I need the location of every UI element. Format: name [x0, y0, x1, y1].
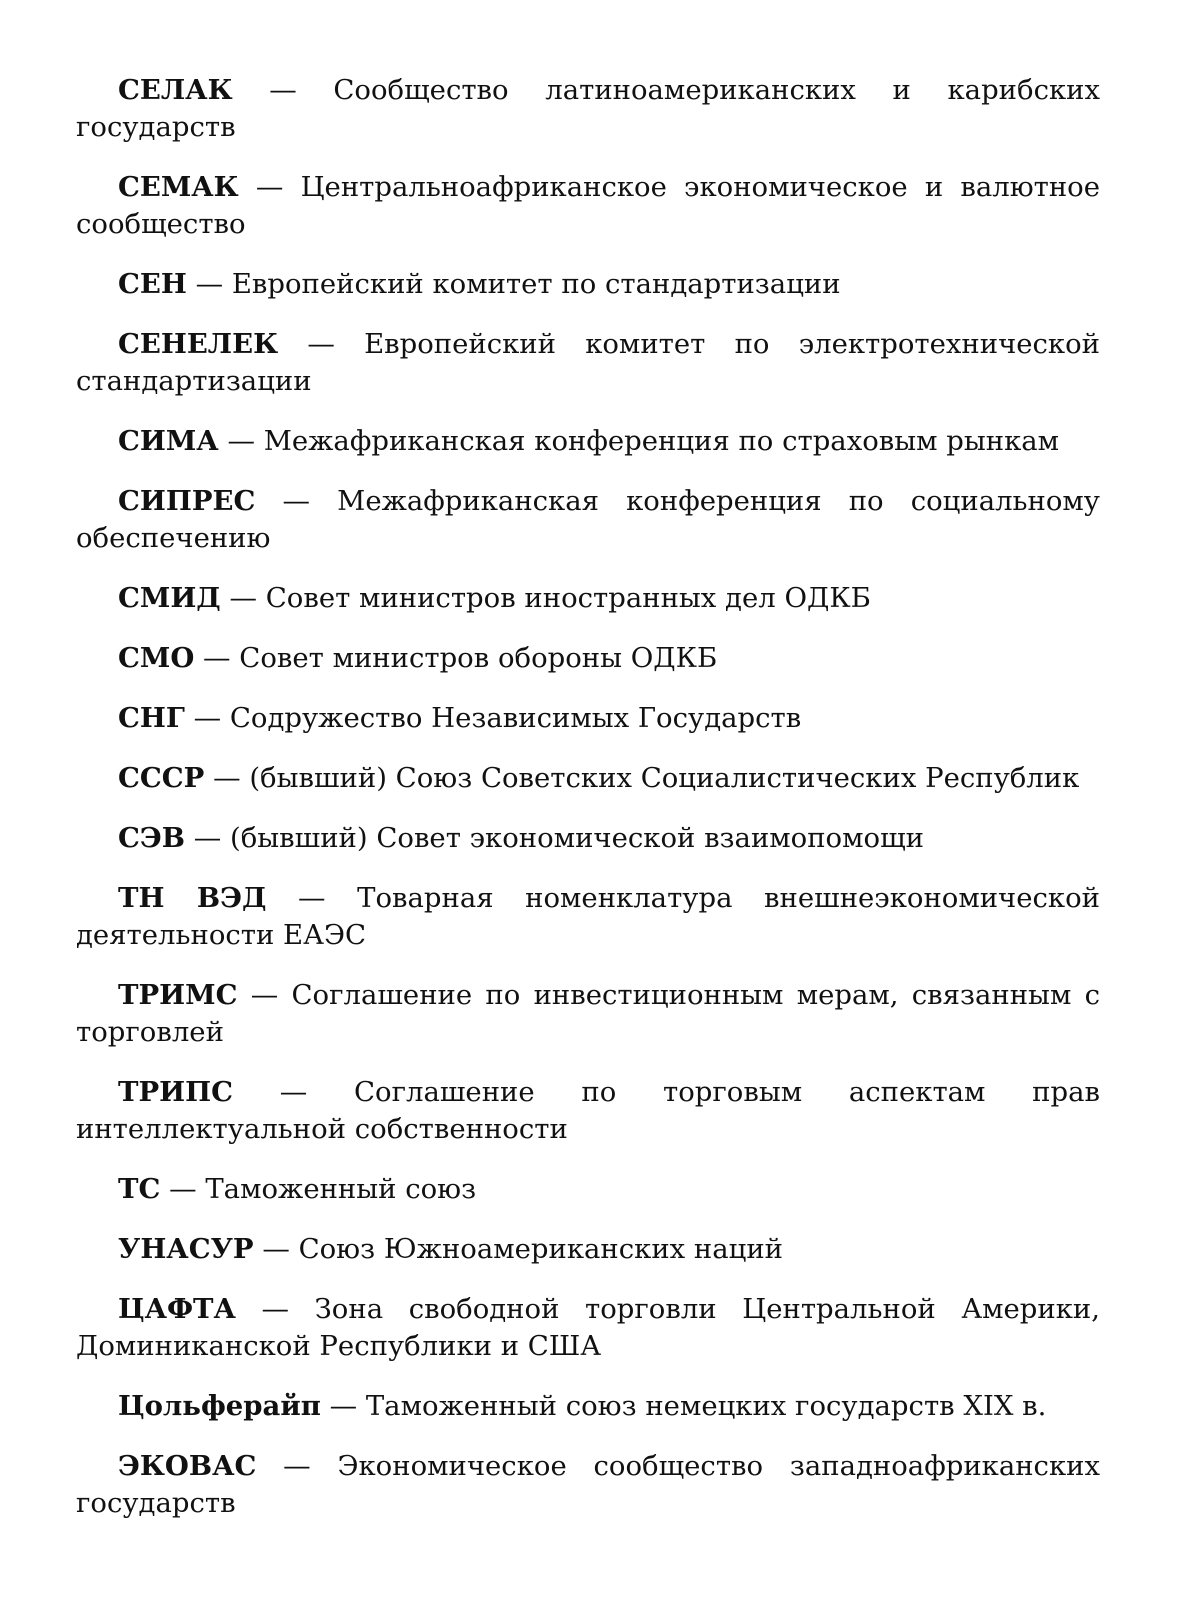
entry-definition: Союз Южноамериканских наций: [298, 1233, 783, 1265]
glossary-entry: [76, 1074, 1100, 1148]
entry-separator: —: [237, 979, 292, 1011]
entry-separator: —: [232, 1076, 354, 1108]
entry-separator: —: [235, 1293, 315, 1325]
entry-definition: Товарная номенклатура внешнеэкономической деятельности ЕАЭС: [76, 882, 1100, 951]
entry-abbreviation: ЦАФТА: [118, 1293, 236, 1325]
glossary-entry: [76, 72, 1100, 146]
glossary-entry: [76, 1231, 1100, 1268]
entry-definition: Совет министров обороны ОДКБ: [239, 642, 718, 674]
glossary-entry: [76, 977, 1100, 1051]
glossary-entry: [76, 640, 1100, 677]
entry-abbreviation: СЭВ: [118, 822, 186, 854]
entry-separator: —: [204, 762, 250, 794]
glossary-entry: [76, 423, 1100, 460]
entry-definition: Центральноафриканское экономическое и валютное сообщество: [76, 171, 1101, 240]
entry-abbreviation: ТРИМС: [118, 979, 238, 1011]
glossary-entry: [76, 700, 1100, 737]
glossary-entry: [76, 1171, 1100, 1208]
entry-definition: Сообщество латиноамериканских и карибских государств: [76, 74, 1100, 143]
entry-definition: Соглашение по торговым аспектам прав интеллектуальной собственности: [76, 1076, 1100, 1145]
entry-definition: Межафриканская конференция по страховым рынкам: [263, 425, 1060, 457]
glossary-entry: [76, 483, 1100, 557]
glossary-entry: [76, 1388, 1100, 1425]
glossary-entry: [76, 169, 1100, 243]
entry-abbreviation: СССР: [118, 762, 205, 794]
entry-definition: Экономическое сообщество западноафриканских государств: [76, 1450, 1100, 1519]
glossary-entry: [76, 820, 1100, 857]
glossary-entry: [76, 326, 1100, 400]
entry-abbreviation: ТС: [118, 1173, 161, 1205]
glossary-entry: [76, 880, 1100, 954]
entry-abbreviation: СМО: [118, 642, 195, 674]
entry-abbreviation: СИПРЕС: [118, 485, 256, 517]
entry-definition: Европейский комитет по стандартизации: [231, 268, 841, 300]
entry-abbreviation: ТН ВЭД: [118, 882, 267, 914]
glossary-entry: [76, 1448, 1100, 1522]
entry-abbreviation: ТРИПС: [118, 1076, 233, 1108]
entry-definition: Таможенный союз немецких государств XIX в.: [365, 1390, 1047, 1422]
glossary-entry: [76, 760, 1100, 797]
entry-abbreviation: СЕЛАК: [118, 74, 233, 106]
entry-separator: —: [186, 268, 232, 300]
entry-separator: —: [232, 74, 334, 106]
glossary-entry: [76, 266, 1100, 303]
entry-abbreviation: УНАСУР: [118, 1233, 254, 1265]
glossary-entry: [76, 580, 1100, 617]
entry-abbreviation: СЕН: [118, 268, 187, 300]
entry-separator: —: [320, 1390, 366, 1422]
entry-separator: —: [278, 328, 365, 360]
entry-separator: —: [220, 582, 266, 614]
entry-definition: Межафриканская конференция по социальному обеспечению: [76, 485, 1100, 554]
entry-separator: —: [218, 425, 264, 457]
entry-separator: —: [194, 642, 240, 674]
entry-definition: Таможенный союз: [205, 1173, 477, 1205]
entry-separator: —: [238, 171, 301, 203]
entry-separator: —: [255, 485, 338, 517]
entry-definition: Зона свободной торговли Центральной Америки, Доминиканской Республики и США: [76, 1293, 1100, 1362]
entry-definition: (бывший) Совет экономической взаимопомощи: [230, 822, 924, 854]
entry-separator: —: [160, 1173, 206, 1205]
entry-separator: —: [185, 822, 230, 854]
entry-definition: Совет министров иностранных дел ОДКБ: [265, 582, 871, 614]
entry-separator: —: [256, 1450, 338, 1482]
entry-definition: Соглашение по инвестиционным мерам, связанным с торговлей: [76, 979, 1101, 1048]
entry-definition: Европейский комитет по электротехнической стандартизации: [76, 328, 1100, 397]
entry-abbreviation: СИМА: [118, 425, 219, 457]
entry-abbreviation: Цольферайп: [118, 1390, 321, 1422]
entry-definition: Содружество Независимых Государств: [229, 702, 802, 734]
entry-separator: —: [184, 702, 230, 734]
entry-separator: —: [253, 1233, 299, 1265]
entry-abbreviation: СМИД: [118, 582, 221, 614]
entry-separator: —: [266, 882, 358, 914]
entry-abbreviation: ЭКОВАС: [118, 1450, 257, 1482]
entry-abbreviation: СНГ: [118, 702, 185, 734]
entry-abbreviation: СЕМАК: [118, 171, 239, 203]
glossary-entry: [76, 1291, 1100, 1365]
entry-abbreviation: СЕНЕЛЕК: [118, 328, 279, 360]
entry-definition: (бывший) Союз Советских Социалистических Республик: [249, 762, 1080, 794]
